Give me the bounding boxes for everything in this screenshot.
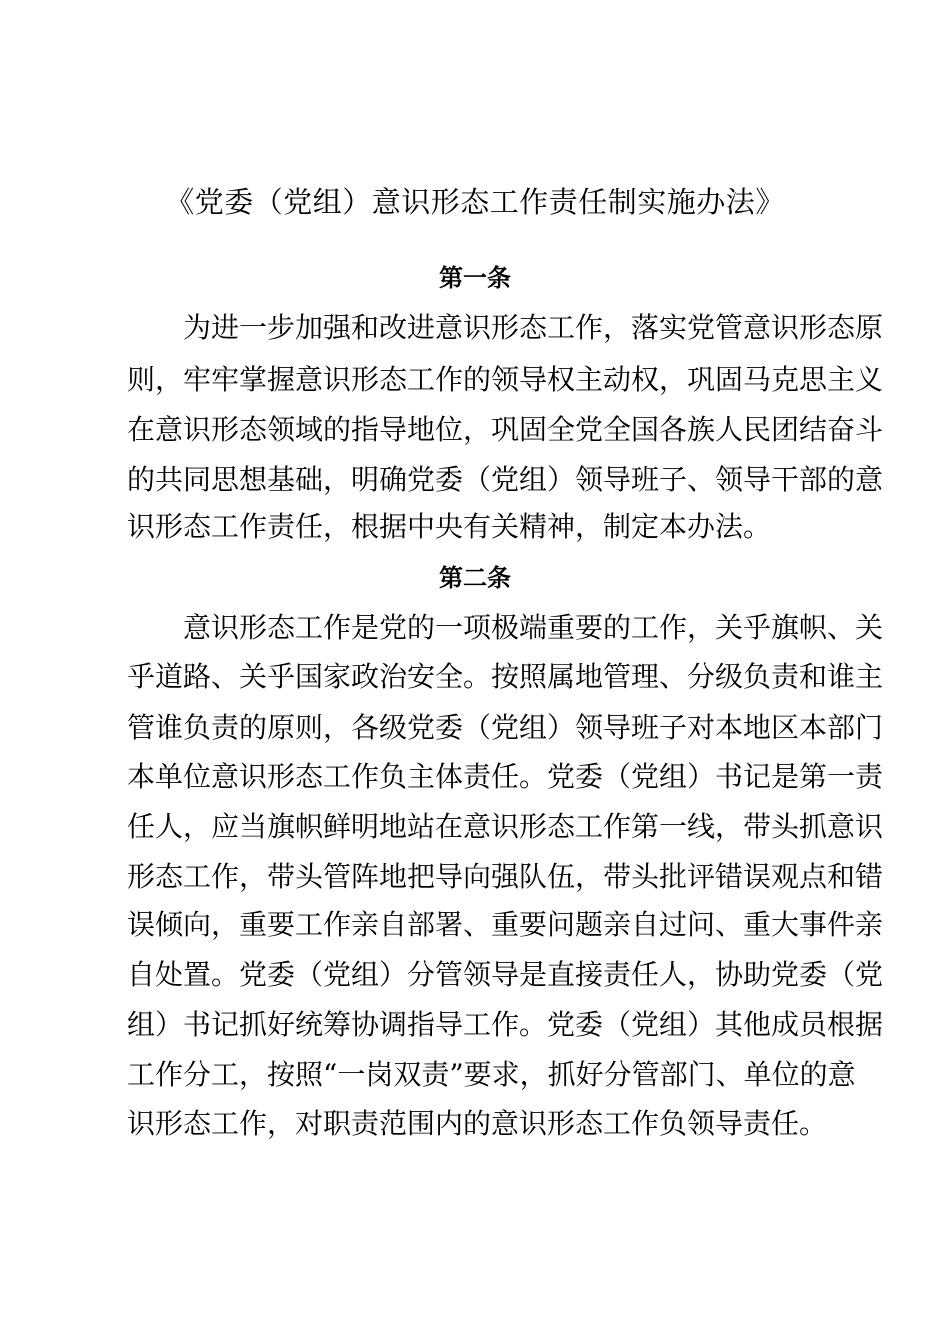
article-1-heading: 第一条	[439, 264, 511, 292]
article-2-line: 工作分工，按照“一岗双责”要求，抓好分管部门、单位的意	[127, 1058, 856, 1091]
article-2-line: 组）书记抓好统筹协调指导工作。党委（党组）其他成员根据	[127, 1008, 884, 1041]
article-1-line: 为进一步加强和改进意识形态工作，落实党管意识形态原	[183, 311, 884, 344]
article-2-heading: 第二条	[439, 564, 511, 592]
article-2-line: 任人，应当旗帜鲜明地站在意识形态工作第一线，带头抓意识	[127, 810, 884, 843]
article-2-line: 误倾向，重要工作亲自部署、重要问题亲自过问、重大事件亲	[127, 908, 884, 941]
article-2-line: 管谁负责的原则，各级党委（党组）领导班子对本地区本部门	[127, 711, 884, 744]
article-1-line: 识形态工作责任，根据中央有关精神，制定本办法。	[127, 510, 772, 543]
article-2-line: 形态工作，带头管阵地把导向强队伍，带头批评错误观点和错	[127, 860, 884, 893]
article-2-line: 乎道路、关乎国家政治安全。按照属地管理、分级负责和谁主	[127, 660, 884, 693]
document-title: 《党委（党组）意识形态工作责任制实施办法》	[165, 185, 785, 219]
article-2-line: 本单位意识形态工作负主体责任。党委（党组）书记是第一责	[127, 760, 884, 793]
article-1-line: 则，牢牢掌握意识形态工作的领导权主动权，巩固马克思主义	[127, 363, 884, 396]
article-2-line: 意识形态工作是党的一项极端重要的工作，关乎旗帜、关	[183, 611, 884, 644]
article-1-line: 的共同思想基础，明确党委（党组）领导班子、领导干部的意	[127, 463, 884, 496]
article-2-line: 自处置。党委（党组）分管领导是直接责任人，协助党委（党	[127, 958, 884, 991]
article-2-line: 识形态工作，对职责范围内的意识形态工作负领导责任。	[127, 1107, 828, 1140]
article-1-line: 在意识形态领域的指导地位，巩固全党全国各族人民团结奋斗	[127, 413, 884, 446]
